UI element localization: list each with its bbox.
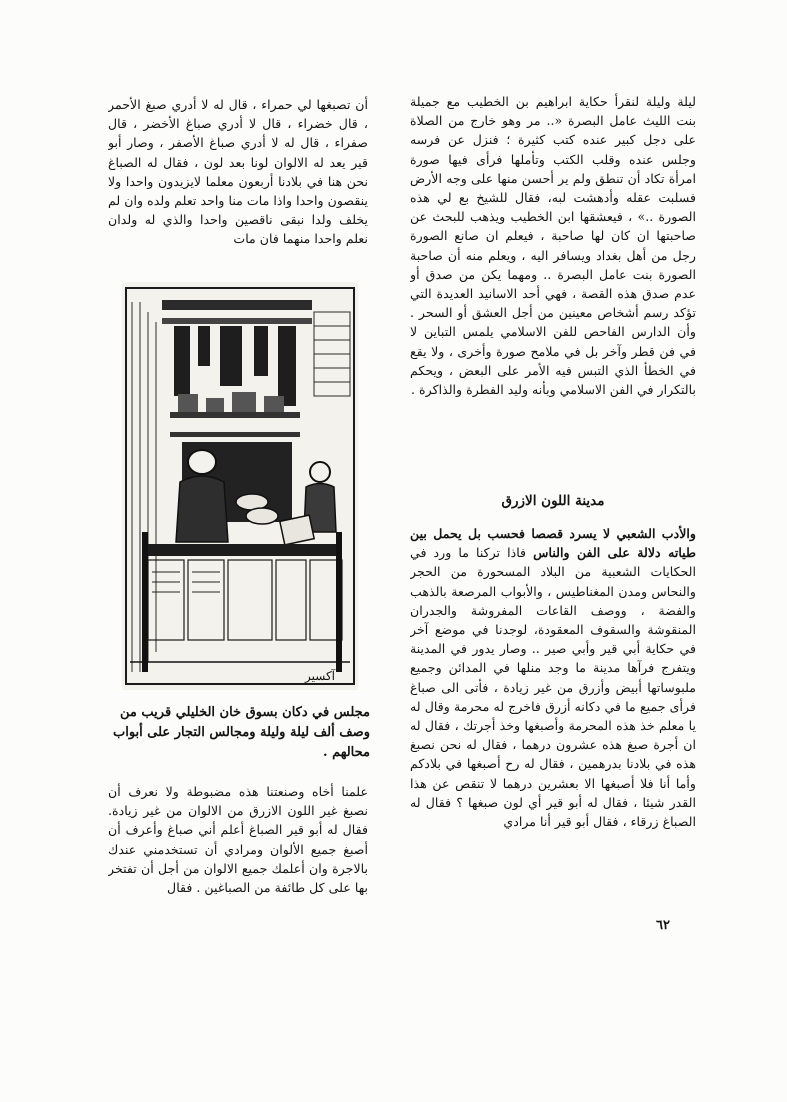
illustration-signature: آكسير [305,669,335,683]
illustration-caption: مجلس في دكان بسوق خان الخليلي قريب من وصف ألف ليلة وليلة ومجالس التجار على أبواب محالهم . [112,705,370,760]
section-lead: والأدب الشعبي لا يسرد قصصا فحسب بل يحمل بين طياته دلالة على الفن والناس [410,526,696,561]
section-heading: مدينة اللون الازرق [501,493,605,509]
right-column-text [410,92,696,399]
shop-illustration [122,282,358,690]
left-column-top-paragraph: أن تصبغها لي حمراء ، قال له لا أدري صبغ الأحمر ، قال خضراء ، قال لا أدري صباغ الأخضر ، قال صفراء ، قال له لا أدري صباغ الأصفر ، وصار أبو قير يعد له الالوان لونا بعد لون ، فقال له الصباغ نحن هنا في بلادنا أربعون معلما لايزيدون واحدا ولا ينقصون واحدا واذا مات منا واحد تعلم ولده وان لم يخلف ولدا نبقى ناقصين واحدا والذي له ولدان نعلم واحدا منهما فان مات [108,97,368,247]
section-paragraph [410,524,696,831]
right-column-paragraph: ليلة وليلة لنقرأ حكاية ابراهيم بن الخطيب مع جميلة بنت الليث عامل البصرة «.. مر وهو خارج من الصلاة على دجل كبير عنده كتب كثيرة ؛ فنزل عن فرسه وجلس عنده وقلب الكتب وتأملها فرأى فيها صورة امرأة تكاد أن تنطق ولم ير أحسن منها على وجه الأرض فسلبت عقله وأدهشت لبه، فقال للشيخ بع لي هذه الصورة ..» ، فيعشقها ابن الخطيب ويذهب للبحث عن صاحبتها ان كان لها صاحبة ، فيعلم ان صانع الصورة رجل من أهل بغداد ويسافر اليه ، ويعلم منه أن صاحبة الصورة بنت عامل البصرة .. ومهما يكن من صدق أو عدم صدق هذه القصة ، فهي أحد الاسانيد العديدة التي تؤكد رسم أشخاص معينين من أجل العشق أو السحر . وأن الدارس الفاحص للفن الاسلامي يلمس التباين لا في فن قطر وآخر بل في ملامح صورة وأخرى ، ولا يقع في الخطأ الذي التبس فيه الأمر على البعض ، ويحكم بالتكرار في الفن الاسلامي وبأنه وليد الفطرة والذاكرة . [410,94,696,398]
shop-illustration-drawing [122,282,358,690]
section-paragraph-text: فاذا تركنا ما ورد في الحكايات الشعبية من البلاد المسحورة من الحجر والنحاس ومدن المغناطيس ، والأبواب المرصعة بالذهب والفضة ، ووصف القاعات المفروشة والجدران المنقوشة والسقوف المعقودة، لوجدنا في موضع آخر في حكاية أبي قير وأبي صير .. وصار يدور في المدينة ويتفرج فرآها مدينة ما وجد منلها في المدائن وجميع ملبوساتها أبيض وأزرق من غير زيادة ، فأتى الى صباغ فرأى جميع ما في دكانه أزرق فاخرج له محرمة وقال له يا معلم خذ هذه المحرمة وأصبغها وخذ أجرتك ، فقال له ان أجرة صبغ هذه عشرون درهما ، فقال له نحن نصبغ هذه في بلادنا بدرهمين ، فقال له رح أصبغها في بلادكم وأما أنا فلا أصبغها الا بعشرين درهما لا تنقص عن هذا القدر شيئا ، فقال له أبو قير أي لون صبغها ؟ فقال له الصباغ زرقاء ، فقال أبو قير أنا مرادي [410,545,696,830]
section-body [410,524,696,831]
left-column-top-text [108,95,368,249]
left-column-bottom-paragraph: علمنا أخاه وصنعتنا هذه مضبوطة ولا نعرف أن نصبغ غير اللون الازرق من الالوان من غير زيادة. فقال له أبو قير الصباغ أعلم أني صباغ وأعرف أن أصبغ جميع الألوان ومرادي أن تستخدمني عندك بالاجرة وان أعلمك جميع الالوان من أجل أن تفتخر بها على كل طائفة من الصباغين . فقال [108,784,368,896]
page-number: ٦٢ [656,918,670,933]
left-column-bottom-text [108,782,368,897]
